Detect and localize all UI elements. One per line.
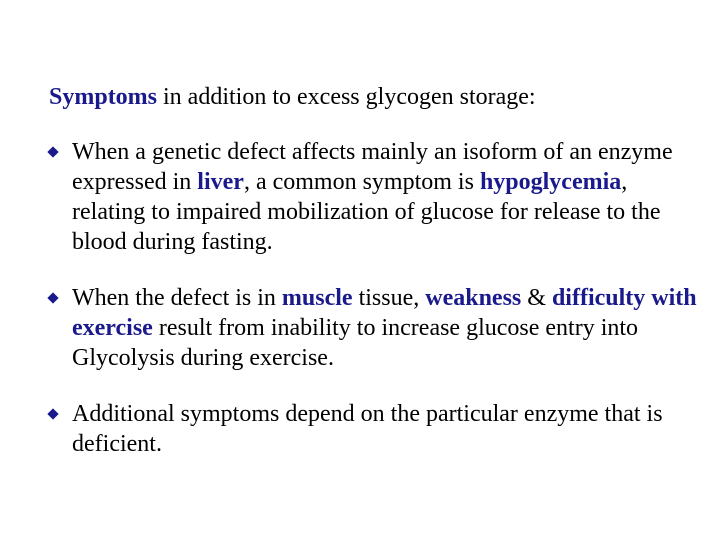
diamond-bullet-icon [47,408,58,419]
bullet-text [72,399,699,459]
bullet-text-segment: Additional symptoms depend on the particular enzyme that is deficient. [72,401,663,457]
bullet-item-additional [49,399,699,459]
keyword-weakness: weakness [425,285,522,311]
keyword-liver: liver [197,169,244,195]
bullet-text-segment: tissue, [352,285,426,311]
diamond-bullet-icon [47,146,58,157]
intro-text: in addition to excess glycogen storage: [157,84,536,110]
bullet-item-liver [49,137,699,257]
bullet-text-segment: & [521,285,552,311]
bullet-text-segment: When the defect is in [72,285,282,311]
diamond-bullet-icon [47,292,58,303]
keyword-difficulty-with-exercise: difficulty with exercise [72,285,697,341]
intro-keyword: Symptoms [49,84,158,110]
bullet-text-segment: , relating to impaired mobilization of glucose for release to the blood during fasting. [72,169,661,255]
bullet-text-segment: , a common symptom is [243,169,480,195]
bullet-text-segment: result from inability to increase glucose entry into Glycolysis during exercise. [72,315,639,371]
keyword-muscle: muscle [281,285,353,311]
bullet-text [72,283,699,373]
intro-heading [49,82,689,112]
keyword-hypoglycemia: hypoglycemia [479,169,622,195]
bullet-text-segment: When a genetic defect affects mainly an isoform of an enzyme expressed in [72,139,673,195]
bullet-item-muscle [49,283,699,373]
bullet-text [72,137,699,257]
